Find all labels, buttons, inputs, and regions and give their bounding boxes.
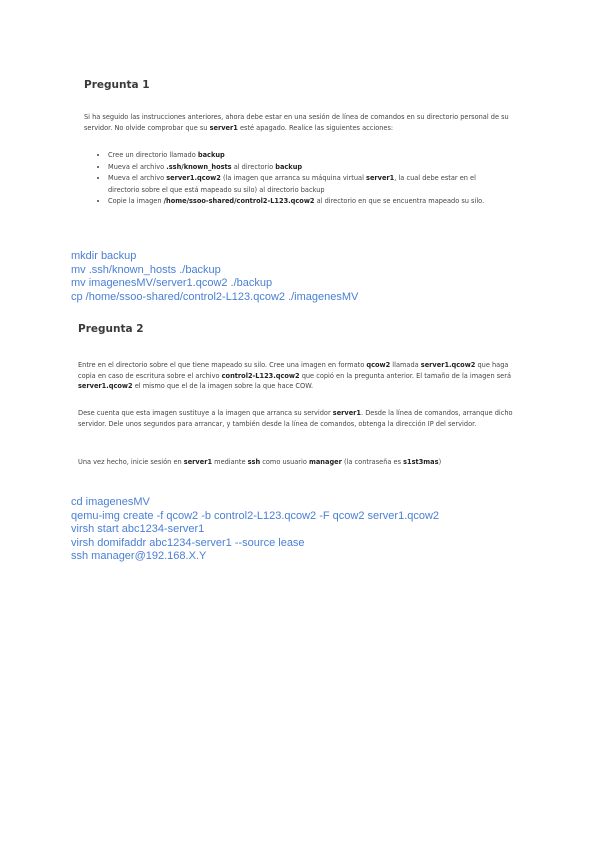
task-item xyxy=(108,162,508,174)
text-run: (la contraseña es xyxy=(341,458,404,466)
text-run: Mueva el archivo xyxy=(108,174,167,182)
bold-text: control2-L123.qcow2 xyxy=(221,371,300,380)
bold-text: server1.qcow2 xyxy=(166,174,221,182)
text-run: que copió en la pregunta anterior. El tamaño de la imagen será xyxy=(299,371,511,380)
bold-text: .ssh/known_hosts xyxy=(166,162,232,171)
question-1-title: Pregunta 1 xyxy=(84,79,150,91)
command-line: virsh domifaddr abc1234-server1 --source lease xyxy=(71,536,305,549)
command-line: mkdir backup xyxy=(71,250,137,262)
text-run: el mismo que el de la imagen sobre la que hace COW. xyxy=(132,382,314,390)
command-line: mv .ssh/known_hosts ./backup xyxy=(71,263,221,276)
text-run: Entre en el directorio sobre el que tiene mapeado su silo. Cree una imagen en formato xyxy=(78,361,367,369)
command-line: cd imagenesMV xyxy=(71,496,150,508)
text-run: Mueva el archivo xyxy=(108,162,167,171)
text-run: Una vez hecho, inicie sesión en xyxy=(78,458,184,466)
text-run: Dese cuenta que esta imagen sustituye a la imagen que arranca su servidor xyxy=(78,409,333,417)
text-run: al directorio xyxy=(231,162,276,171)
text-run: Si ha seguido las instrucciones anteriores, ahora debe estar en una sesión de línea de comandos en su directorio personal de su servidor. No olvide comprobar que su xyxy=(84,113,509,132)
bold-text: server1 xyxy=(209,123,238,132)
command-line: ssh manager@192.168.X.Y xyxy=(71,550,207,562)
bold-text: backup xyxy=(275,162,303,171)
text-run: llamada xyxy=(390,361,421,369)
text-run: , la cual debe estar en el directorio sobre el que está mapeado su silo) al directorio backup xyxy=(108,174,476,194)
question-2-title: Pregunta 2 xyxy=(78,323,144,335)
task-item xyxy=(108,196,508,208)
question-1-task-list xyxy=(98,150,508,208)
answer-1-commands xyxy=(71,250,358,304)
text-run: Cree un directorio llamado xyxy=(108,151,198,159)
question-1-intro xyxy=(84,112,520,133)
text-run: al directorio en que se encuentra mapeado su silo. xyxy=(314,197,485,205)
text-run: como usuario xyxy=(260,458,309,466)
text-run: que haga copia en caso de escritura sobre el archivo xyxy=(78,361,509,380)
bold-text: s1st3mas xyxy=(403,458,439,466)
task-item xyxy=(108,150,508,162)
bold-text: server1.qcow2 xyxy=(420,361,476,369)
text-run: (la imagen que arranca su máquina virtual xyxy=(220,174,367,182)
bold-text: qcow2 xyxy=(366,361,391,369)
bold-text: /home/ssoo-shared/control2-L123.qcow2 xyxy=(163,197,315,205)
text-run: ) xyxy=(438,458,442,466)
command-line: mv imagenesMV/server1.qcow2 ./backup xyxy=(71,277,273,289)
bold-text: server1 xyxy=(332,409,362,417)
command-line: cp /home/ssoo-shared/control2-L123.qcow2 ./imagenesMV xyxy=(71,290,359,303)
question-2-paragraph xyxy=(78,457,522,468)
text-run: . Desde la línea de comandos, arranque dicho servidor. Dele unos segundos para arrancar, y también desde la línea de comandos, obtenga la dirección IP del servidor. xyxy=(78,409,513,428)
command-line: virsh start abc1234-server1 xyxy=(71,523,205,535)
command-line: qemu-img create -f qcow2 -b control2-L123.qcow2 -F qcow2 server1.qcow2 xyxy=(71,509,440,522)
task-item xyxy=(108,173,508,196)
text-run: esté apagado. Realice las siguientes acciones: xyxy=(237,123,394,132)
bold-text: server1 xyxy=(183,458,213,466)
bold-text: manager xyxy=(308,458,342,466)
bold-text: ssh xyxy=(247,458,261,466)
bold-text: backup xyxy=(197,151,225,159)
text-run: mediante xyxy=(212,458,248,466)
answer-2-commands xyxy=(71,496,439,564)
text-run: Copie la imagen xyxy=(108,197,164,205)
question-2-paragraph xyxy=(78,360,522,392)
question-2-paragraph xyxy=(78,408,522,429)
bold-text: server1.qcow2 xyxy=(78,382,133,390)
bold-text: server1 xyxy=(366,174,395,182)
